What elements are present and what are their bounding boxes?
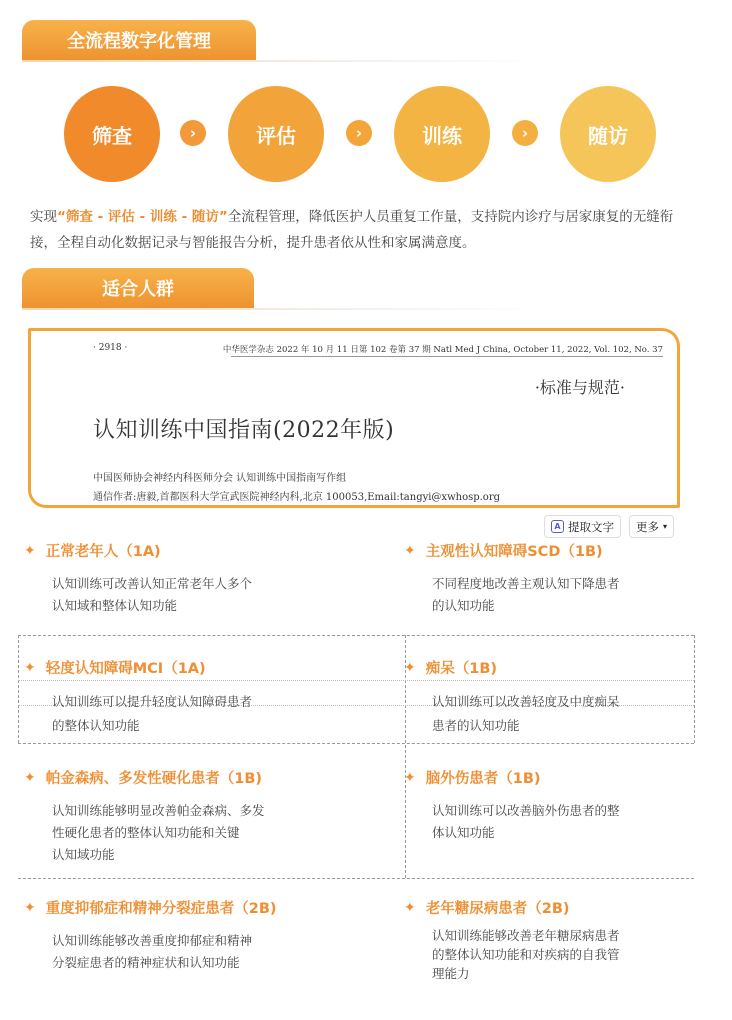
step-training: 训练	[394, 86, 490, 182]
star-icon: ✦	[404, 899, 416, 916]
extract-text-button[interactable]	[544, 515, 621, 538]
star-icon: ✦	[404, 659, 416, 676]
section-title-population: 适合人群	[22, 268, 254, 308]
desc-line: 认知训练能够改善老年糖尿病患者	[432, 928, 620, 943]
paper-page-number: · 2918 ·	[93, 343, 128, 353]
group-title: 脑外伤患者（1B)	[425, 771, 541, 787]
grid-divider	[18, 743, 694, 744]
star-icon: ✦	[24, 542, 36, 559]
desc-line: 分裂症患者的精神症状和认知功能	[52, 955, 240, 970]
step-followup: 随访	[560, 86, 656, 182]
grid-divider	[18, 635, 694, 636]
star-icon: ✦	[24, 899, 36, 916]
desc-line: 认知训练可以改善脑外伤患者的整	[432, 803, 620, 818]
desc-line: 的认知功能	[432, 598, 495, 613]
guideline-paper-image	[28, 328, 680, 508]
star-icon: ✦	[404, 769, 416, 786]
group-desc	[404, 573, 694, 617]
chevron-right-icon: ›	[346, 120, 372, 146]
grid-divider	[18, 635, 19, 743]
desc-line: 体认知功能	[432, 825, 495, 840]
group-item	[24, 767, 314, 866]
desc-line: 理能力	[432, 966, 470, 981]
intro-prefix: 实现	[30, 209, 57, 225]
section-header-population	[22, 268, 254, 308]
desc-line: 认知训练能够明显改善帕金森病、多发	[52, 803, 265, 818]
group-title: 重度抑郁症和精神分裂症患者（2B)	[45, 901, 277, 917]
group-title: 轻度认知障碍MCI（1A)	[45, 661, 206, 677]
step-screening: 筛查	[64, 86, 160, 182]
desc-line: 认知域功能	[52, 847, 115, 862]
intro-rest: 全流程管理，降低医护人员重复工作量，支持院内诊疗与居家康复的无缝衔接，全程自动化数据记录与智能报告分析，提升患者依从性和家属满意度。	[30, 209, 674, 251]
grid-divider	[18, 878, 694, 879]
star-icon: ✦	[404, 542, 416, 559]
group-item	[24, 897, 314, 974]
group-title: 帕金森病、多发性硬化患者（1B)	[45, 771, 263, 787]
image-toolbar	[544, 515, 674, 538]
group-item	[404, 897, 694, 983]
section-underline	[22, 308, 542, 310]
grid-divider	[694, 635, 695, 743]
star-icon: ✦	[24, 659, 36, 676]
paper-journal-header: 中华医学杂志 2022 年 10 月 11 日第 102 卷第 37 期 Natl Med J China, October 11, 2022, Vol. 102, No. 37	[222, 345, 663, 355]
group-desc	[404, 926, 694, 983]
desc-line: 不同程度地改善主观认知下降患者	[432, 576, 620, 591]
more-button[interactable]	[629, 515, 674, 538]
chevron-right-icon: ›	[180, 120, 206, 146]
group-title: 痴呆（1B)	[425, 661, 498, 677]
group-item	[404, 540, 694, 617]
section-underline	[22, 60, 542, 62]
group-desc	[24, 930, 314, 974]
intro-highlight: “筛查 - 评估 - 训练 - 随访”	[57, 209, 228, 225]
group-title: 主观性认知障碍SCD（1B)	[425, 544, 603, 560]
paper-correspondence: 通信作者:唐毅,首都医科大学宣武医院神经内科,北京 100053,Email:tangyi@xwhosp.org	[93, 492, 501, 503]
group-item	[404, 767, 694, 844]
group-item	[404, 657, 694, 738]
group-title: 老年糖尿病患者（2B)	[425, 901, 570, 917]
desc-line: 认知训练可以改善轻度及中度痴呆	[432, 694, 620, 709]
paper-authors: 中国医师协会神经内科医师分会 认知训练中国指南写作组	[93, 473, 347, 484]
chevron-down-icon: ▾	[663, 522, 668, 531]
desc-line: 认知域和整体认知功能	[52, 598, 178, 613]
paper-category: ·标准与规范·	[534, 378, 625, 397]
desc-line: 的整体认知功能和对疾病的自我管	[432, 947, 620, 962]
step-assessment: 评估	[228, 86, 324, 182]
desc-line: 性硬化患者的整体认知功能和关键	[52, 825, 240, 840]
intro-paragraph	[30, 204, 700, 256]
desc-line: 认知训练能够改善重度抑郁症和精神	[52, 933, 253, 948]
desc-line: 认知训练可改善认知正常老年人多个	[52, 576, 253, 591]
group-desc	[24, 800, 314, 866]
text-scan-icon: A	[551, 520, 564, 533]
process-steps	[64, 86, 664, 182]
group-item	[24, 657, 314, 738]
desc-line: 认知训练可以提升轻度认知障碍患者	[52, 694, 253, 709]
desc-line: 的整体认知功能	[52, 718, 140, 733]
desc-line: 患者的认知功能	[432, 718, 520, 733]
group-title: 正常老年人（1A)	[45, 544, 161, 560]
more-label: 更多	[636, 519, 659, 534]
star-icon: ✦	[24, 769, 36, 786]
extract-text-label: 提取文字	[568, 519, 614, 534]
chevron-right-icon: ›	[512, 120, 538, 146]
group-desc	[24, 573, 314, 617]
group-desc	[404, 690, 694, 738]
section-title-process: 全流程数字化管理	[22, 20, 256, 60]
section-header-process	[22, 20, 256, 60]
group-desc	[24, 690, 314, 738]
group-desc	[404, 800, 694, 844]
group-item	[24, 540, 314, 617]
paper-title: 认知训练中国指南(2022年版)	[93, 418, 395, 443]
paper-header-rule	[231, 356, 663, 357]
